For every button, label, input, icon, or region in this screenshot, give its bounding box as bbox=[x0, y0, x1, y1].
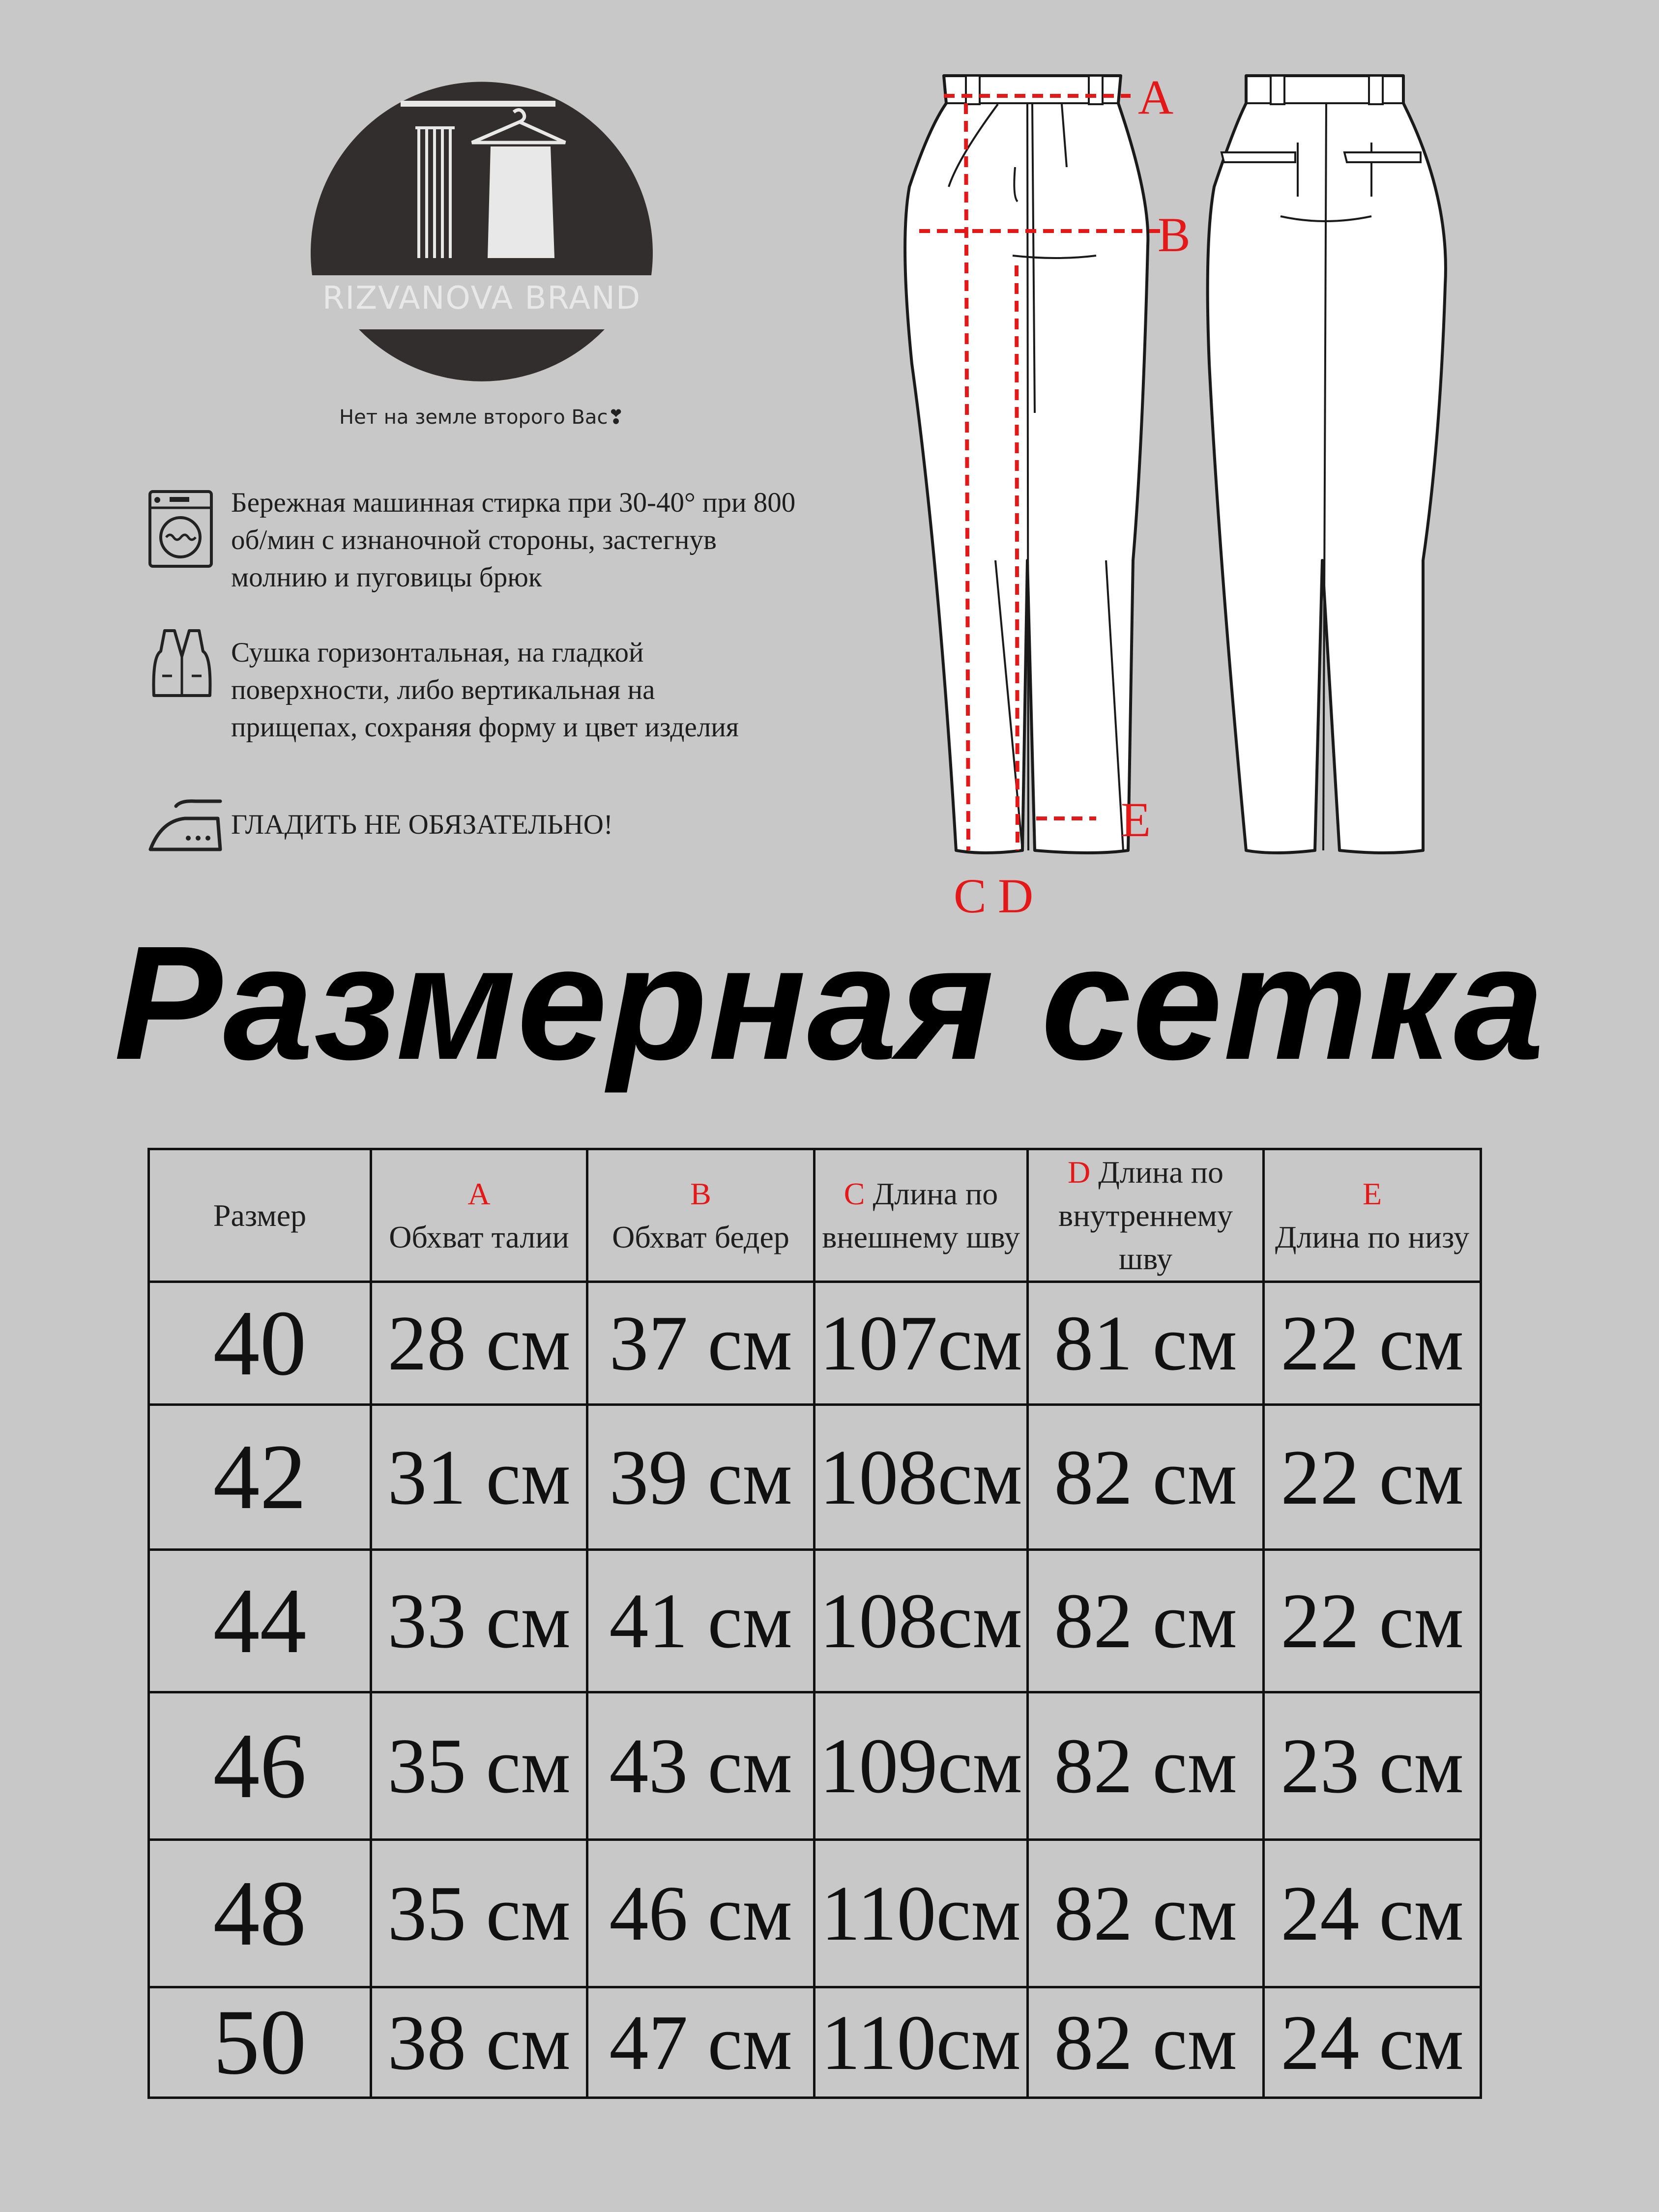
header-cell: D Длина по внутреннему шву bbox=[1028, 1149, 1264, 1282]
header-cell: E Длина по низу bbox=[1264, 1149, 1481, 1282]
care-drying-text: Сушка горизонтальная, на гладкой поверхности, либо вертикальная на прищепах, сохраняя форму и цвет изделия bbox=[231, 637, 739, 743]
care-washing-text: Бережная машинная стирка при 30-40° при 800 об/мин с изнаночной стороны, застегнув молнию и пуговицы брюк bbox=[231, 487, 796, 593]
brand-slogan: Нет на земле второго Вас❣ bbox=[339, 406, 624, 429]
table-cell: 35 см bbox=[371, 1692, 587, 1840]
size-cell: 42 bbox=[149, 1405, 371, 1550]
iron-icon bbox=[146, 796, 225, 855]
table-cell: 82 см bbox=[1028, 1550, 1264, 1692]
table-cell: 35 см bbox=[371, 1840, 587, 1987]
table-cell: 107см bbox=[815, 1282, 1028, 1405]
table-cell: 38 см bbox=[371, 1987, 587, 2098]
table-row bbox=[149, 1405, 1481, 1550]
size-cell: 48 bbox=[149, 1840, 371, 1987]
table-cell: 46 см bbox=[587, 1840, 815, 1987]
label-e: E bbox=[1121, 792, 1151, 847]
header-cell: B Обхват бедер bbox=[587, 1149, 815, 1282]
table-cell: 39 см bbox=[587, 1405, 815, 1550]
size-cell: 44 bbox=[149, 1550, 371, 1692]
label-c: C bbox=[954, 869, 987, 923]
table-cell: 108см bbox=[815, 1550, 1028, 1692]
table-cell: 82 см bbox=[1028, 1987, 1264, 2098]
table-cell: 28 см bbox=[371, 1282, 587, 1405]
size-cell: 46 bbox=[149, 1692, 371, 1840]
table-cell: 22 см bbox=[1264, 1550, 1481, 1692]
label-b: B bbox=[1158, 207, 1191, 262]
table-cell: 41 см bbox=[587, 1550, 815, 1692]
size-cell: 50 bbox=[149, 1987, 371, 2098]
label-d: D bbox=[998, 869, 1034, 923]
header-cell: Размер bbox=[149, 1149, 371, 1282]
table-cell: 110см bbox=[815, 1987, 1028, 2098]
page-title: Размерная сетка bbox=[114, 912, 1545, 1093]
table-cell: 47 см bbox=[587, 1987, 815, 2098]
table-cell: 81 см bbox=[1028, 1282, 1264, 1405]
care-ironing-text: ГЛАДИТЬ НЕ ОБЯЗАТЕЛЬНО! bbox=[231, 809, 613, 840]
table-row bbox=[149, 1987, 1481, 2098]
header-cell: C Длина по внешнему шву bbox=[815, 1149, 1028, 1282]
table-cell: 24 см bbox=[1264, 1987, 1481, 2098]
table-row bbox=[149, 1840, 1481, 1987]
brand-name: RIZVANOVA BRAND bbox=[322, 280, 641, 317]
table-cell: 23 см bbox=[1264, 1692, 1481, 1840]
table-cell: 82 см bbox=[1028, 1692, 1264, 1840]
label-a: A bbox=[1138, 70, 1174, 124]
brand-logo bbox=[305, 39, 659, 383]
table-cell: 110см bbox=[815, 1840, 1028, 1987]
table-cell: 37 см bbox=[587, 1282, 815, 1405]
table-row bbox=[149, 1282, 1481, 1405]
table-cell: 82 см bbox=[1028, 1840, 1264, 1987]
table-cell: 108см bbox=[815, 1405, 1028, 1550]
table-cell: 24 см bbox=[1264, 1840, 1481, 1987]
header-cell: A Обхват талии bbox=[371, 1149, 587, 1282]
table-cell: 82 см bbox=[1028, 1405, 1264, 1550]
table-cell: 22 см bbox=[1264, 1405, 1481, 1550]
table-cell: 43 см bbox=[587, 1692, 815, 1840]
table-row bbox=[149, 1692, 1481, 1840]
vest-drying-icon bbox=[150, 627, 214, 700]
table-cell: 33 см bbox=[371, 1550, 587, 1692]
trousers-diagram bbox=[900, 69, 1460, 865]
table-cell: 31 см bbox=[371, 1405, 587, 1550]
table-header-row bbox=[149, 1149, 1481, 1282]
table-cell: 109см bbox=[815, 1692, 1028, 1840]
table-row bbox=[149, 1550, 1481, 1692]
size-table bbox=[147, 1148, 1482, 2099]
washing-machine-icon bbox=[147, 489, 214, 570]
size-cell: 40 bbox=[149, 1282, 371, 1405]
table-cell: 22 см bbox=[1264, 1282, 1481, 1405]
